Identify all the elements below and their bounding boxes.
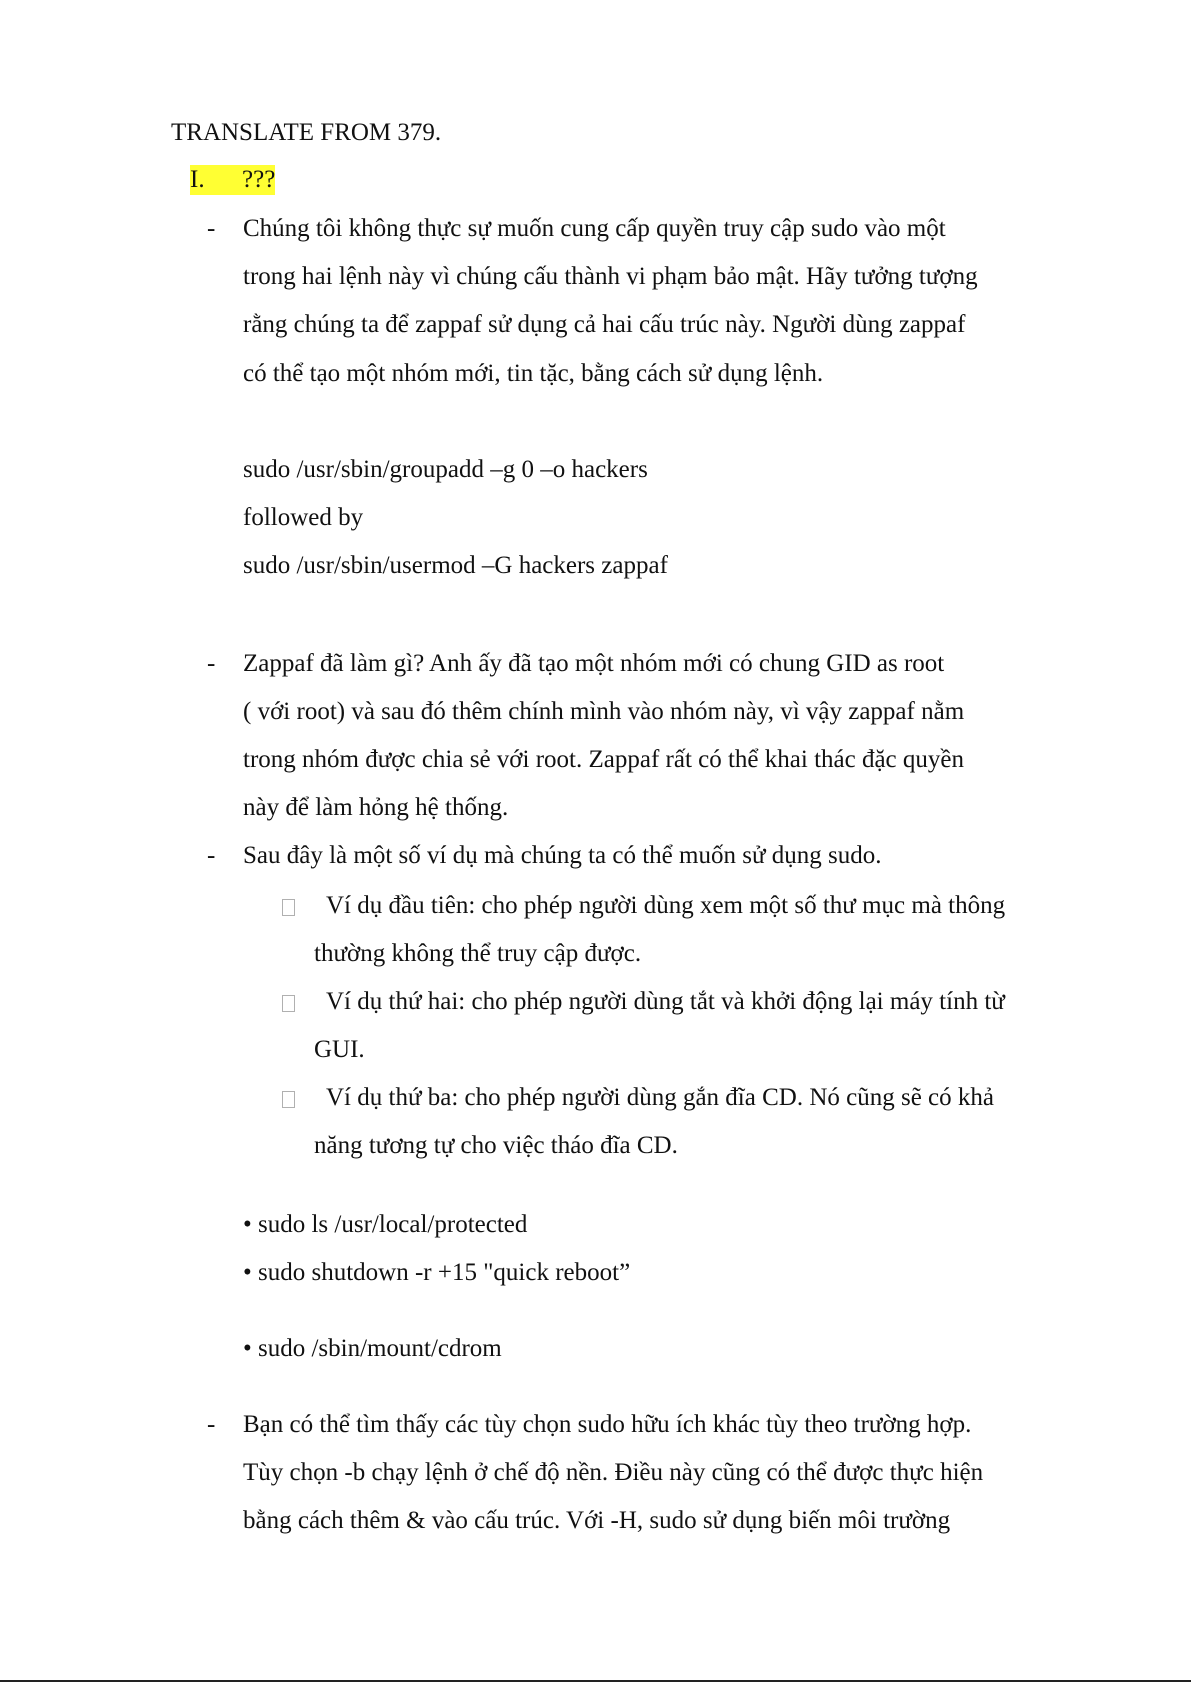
- page-bottom-divider: [0, 1680, 1191, 1682]
- paragraph-1-line-2: trong hai lệnh này vì chúng cấu thành vi phạm bảo mật. Hãy tưởng tượng: [243, 263, 978, 290]
- command-usermod: sudo /usr/sbin/usermod –G hackers zappaf: [243, 552, 668, 579]
- dash-bullet: -: [207, 842, 216, 869]
- example-2-line-1: Ví dụ thứ hai: cho phép người dùng tắt và khởi động lại máy tính từ: [326, 988, 1005, 1015]
- paragraph-2-line-4: này để làm hỏng hệ thống.: [243, 794, 509, 821]
- section-heading: [190, 165, 275, 195]
- section-number: I.: [190, 165, 242, 195]
- paragraph-2-line-3: trong nhóm được chia sẻ với root. Zappaf rất có thể khai thác đặc quyền: [243, 746, 964, 773]
- dash-bullet: -: [207, 650, 216, 677]
- paragraph-2-line-2: ( với root) và sau đó thêm chính mình vào nhóm này, vì vậy zappaf nằm: [243, 698, 965, 725]
- example-2-line-2: GUI.: [314, 1036, 365, 1063]
- command-groupadd: sudo /usr/sbin/groupadd –g 0 –o hackers: [243, 456, 648, 483]
- paragraph-3: Sau đây là một số ví dụ mà chúng ta có thể muốn sử dụng sudo.: [243, 842, 882, 869]
- dash-bullet: -: [207, 1411, 216, 1438]
- paragraph-4-line-1: Bạn có thể tìm thấy các tùy chọn sudo hữu ích khác tùy theo trường hợp.: [243, 1411, 972, 1438]
- example-1-line-2: thường không thể truy cập được.: [314, 940, 642, 967]
- paragraph-4-line-3: bằng cách thêm & vào cấu trúc. Với -H, sudo sử dụng biến môi trường: [243, 1507, 951, 1534]
- command-followed-by: followed by: [243, 504, 364, 531]
- paragraph-1-line-3: rằng chúng ta để zappaf sử dụng cả hai cấu trúc này. Người dùng zappaf: [243, 311, 966, 338]
- command-item-mount: • sudo /sbin/mount/cdrom: [243, 1335, 502, 1362]
- example-3-line-2: năng tương tự cho việc tháo đĩa CD.: [314, 1132, 678, 1159]
- command-item-shutdown: • sudo shutdown -r +15 "quick reboot”: [243, 1259, 631, 1286]
- page-title: TRANSLATE FROM 379.: [171, 119, 442, 146]
- checkbox-bullet-icon: [282, 995, 295, 1012]
- paragraph-1-line-4: có thể tạo một nhóm mới, tin tặc, bằng cách sử dụng lệnh.: [243, 360, 824, 387]
- paragraph-2-line-1: Zappaf đã làm gì? Anh ấy đã tạo một nhóm mới có chung GID as root: [243, 650, 945, 677]
- command-item-ls: • sudo ls /usr/local/protected: [243, 1211, 528, 1238]
- checkbox-bullet-icon: [282, 899, 295, 916]
- section-title: ???: [242, 166, 276, 193]
- paragraph-1-line-1: Chúng tôi không thực sự muốn cung cấp quyền truy cập sudo vào một: [243, 215, 946, 242]
- checkbox-bullet-icon: [282, 1091, 295, 1108]
- example-3-line-1: Ví dụ thứ ba: cho phép người dùng gắn đĩa CD. Nó cũng sẽ có khả: [326, 1084, 994, 1111]
- example-1-line-1: Ví dụ đầu tiên: cho phép người dùng xem một số thư mục mà thông: [326, 892, 1006, 919]
- dash-bullet: -: [207, 215, 216, 242]
- paragraph-4-line-2: Tùy chọn -b chạy lệnh ở chế độ nền. Điều này cũng có thể được thực hiện: [243, 1459, 984, 1486]
